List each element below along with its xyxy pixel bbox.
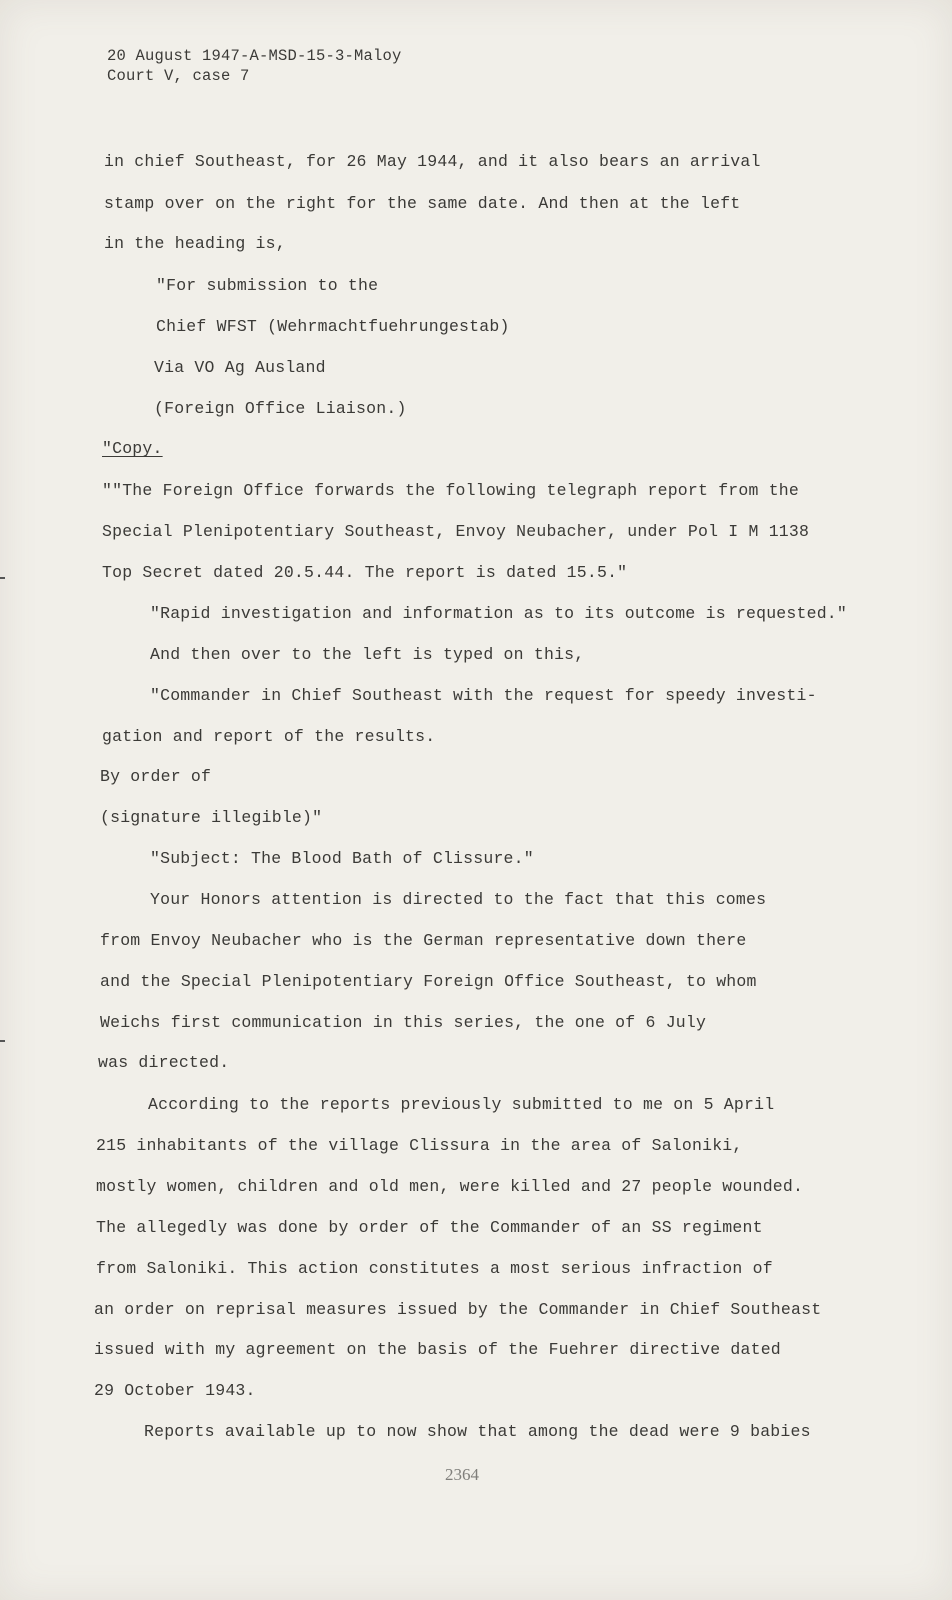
text-line: "Commander in Chief Southeast with the request for speedy investi- [150, 686, 817, 705]
text-line: And then over to the left is typed on this, [150, 645, 585, 664]
text-line: Your Honors attention is directed to the fact that this comes [150, 890, 767, 909]
text-line: issued with my agreement on the basis of the Fuehrer directive dated [94, 1340, 781, 1359]
text-line: 215 inhabitants of the village Clissura in the area of Saloniki, [96, 1136, 743, 1155]
text-line: in the heading is, [104, 234, 286, 253]
text-line: from Envoy Neubacher who is the German representative down there [100, 931, 747, 950]
text-line: mostly women, children and old men, were killed and 27 people wounded. [96, 1177, 804, 1196]
text-line: an order on reprisal measures issued by the Commander in Chief Southeast [94, 1300, 822, 1319]
text-line: ""The Foreign Office forwards the following telegraph report from the [102, 481, 800, 500]
text-line: Reports available up to now show that among the dead were 9 babies [144, 1422, 811, 1441]
header-court-line: Court V, case 7 [107, 67, 250, 85]
text-line: By order of [100, 767, 212, 786]
header-date-line: 20 August 1947-A-MSD-15-3-Maloy [107, 47, 402, 65]
text-line: "Rapid investigation and information as to its outcome is requested." [150, 604, 848, 623]
text-line: gation and report of the results. [102, 727, 436, 746]
text-line: 29 October 1943. [94, 1381, 256, 1400]
margin-tick [0, 577, 5, 579]
text-line: (Foreign Office Liaison.) [154, 399, 407, 418]
text-line: Via VO Ag Ausland [154, 358, 326, 377]
copy-heading: "Copy. [102, 439, 163, 458]
text-line: Chief WFST (Wehrmachtfuehrungestab) [156, 317, 510, 336]
text-line: from Saloniki. This action constitutes a most serious infraction of [96, 1259, 773, 1278]
text-line: Top Secret dated 20.5.44. The report is dated 15.5." [102, 563, 628, 582]
text-line: stamp over on the right for the same date. And then at the left [104, 194, 741, 213]
text-line: Special Plenipotentiary Southeast, Envoy Neubacher, under Pol I M 1138 [102, 522, 810, 541]
text-line: The allegedly was done by order of the Commander of an SS regiment [96, 1218, 763, 1237]
text-line: "For submission to the [156, 276, 379, 295]
text-line: According to the reports previously submitted to me on 5 April [148, 1095, 775, 1114]
text-line: was directed. [98, 1053, 230, 1072]
text-line: "Subject: The Blood Bath of Clissure." [150, 849, 534, 868]
text-line: in chief Southeast, for 26 May 1944, and it also bears an arrival [104, 152, 761, 171]
text-line: and the Special Plenipotentiary Foreign Office Southeast, to whom [100, 972, 757, 991]
margin-tick [0, 1040, 5, 1042]
text-line: Weichs first communication in this series, the one of 6 July [100, 1013, 707, 1032]
text-line: (signature illegible)" [100, 808, 323, 827]
page-number: 2364 [445, 1465, 479, 1484]
